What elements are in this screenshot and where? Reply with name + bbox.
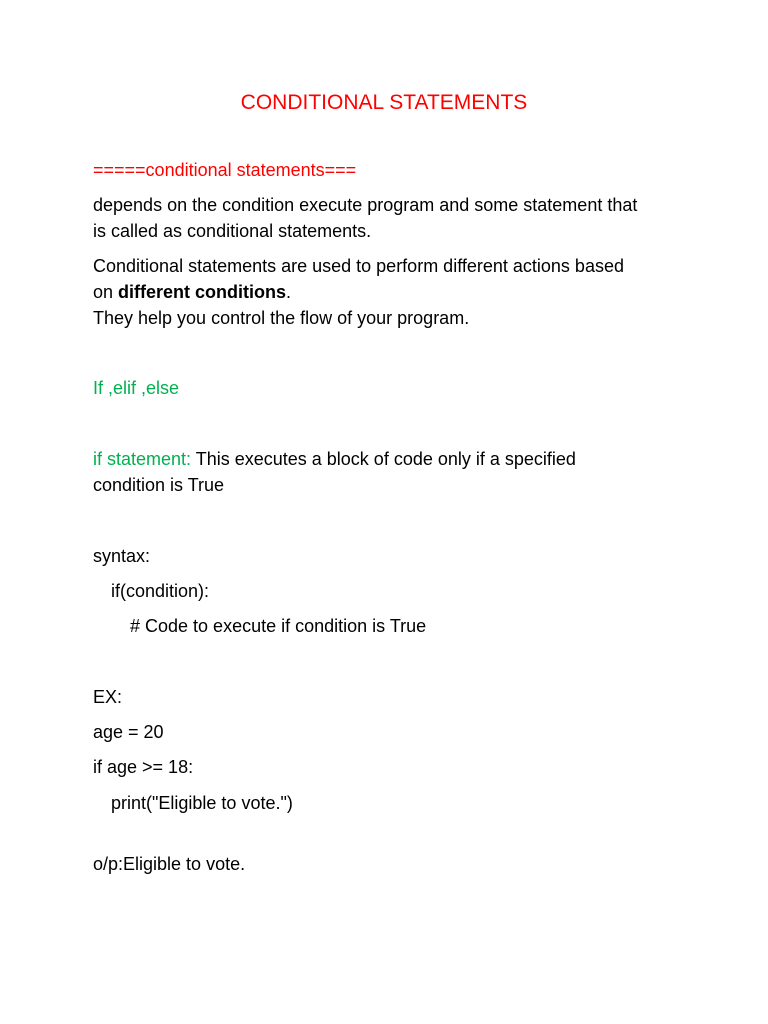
section-heading: =====conditional statements=== xyxy=(93,160,357,180)
syntax-line-2: # Code to execute if condition is True xyxy=(130,616,427,636)
if-statement-label: if statement: xyxy=(93,449,192,469)
if-statement-line-1 xyxy=(93,446,576,472)
intro-line-1: depends on the condition execute program and some statement that xyxy=(93,195,638,215)
description-line-3: They help you control the flow of your program. xyxy=(93,308,470,328)
page-title: CONDITIONAL STATEMENTS xyxy=(240,91,528,114)
example-label: EX: xyxy=(93,687,123,707)
if-statement-description: This executes a block of code only if a specified xyxy=(191,449,576,469)
output-line: o/p:Eligible to vote. xyxy=(93,854,246,874)
intro-line-2: is called as conditional statements. xyxy=(93,221,372,241)
syntax-label: syntax: xyxy=(93,546,151,566)
example-line-3: print("Eligible to vote.") xyxy=(111,793,293,813)
if-statement-line-2: condition is True xyxy=(93,475,225,495)
description-line-2 xyxy=(93,279,291,305)
keywords-heading: If ,elif ,else xyxy=(93,378,180,398)
description-bold-phrase: different conditions xyxy=(118,282,287,302)
description-line-2-prefix: on xyxy=(93,282,119,302)
example-line-2: if age >= 18: xyxy=(93,757,194,777)
description-line-1: Conditional statements are used to perform different actions based xyxy=(93,256,624,276)
example-line-1: age = 20 xyxy=(93,722,164,742)
syntax-line-1: if(condition): xyxy=(111,581,210,601)
description-line-2-suffix: . xyxy=(286,282,292,302)
